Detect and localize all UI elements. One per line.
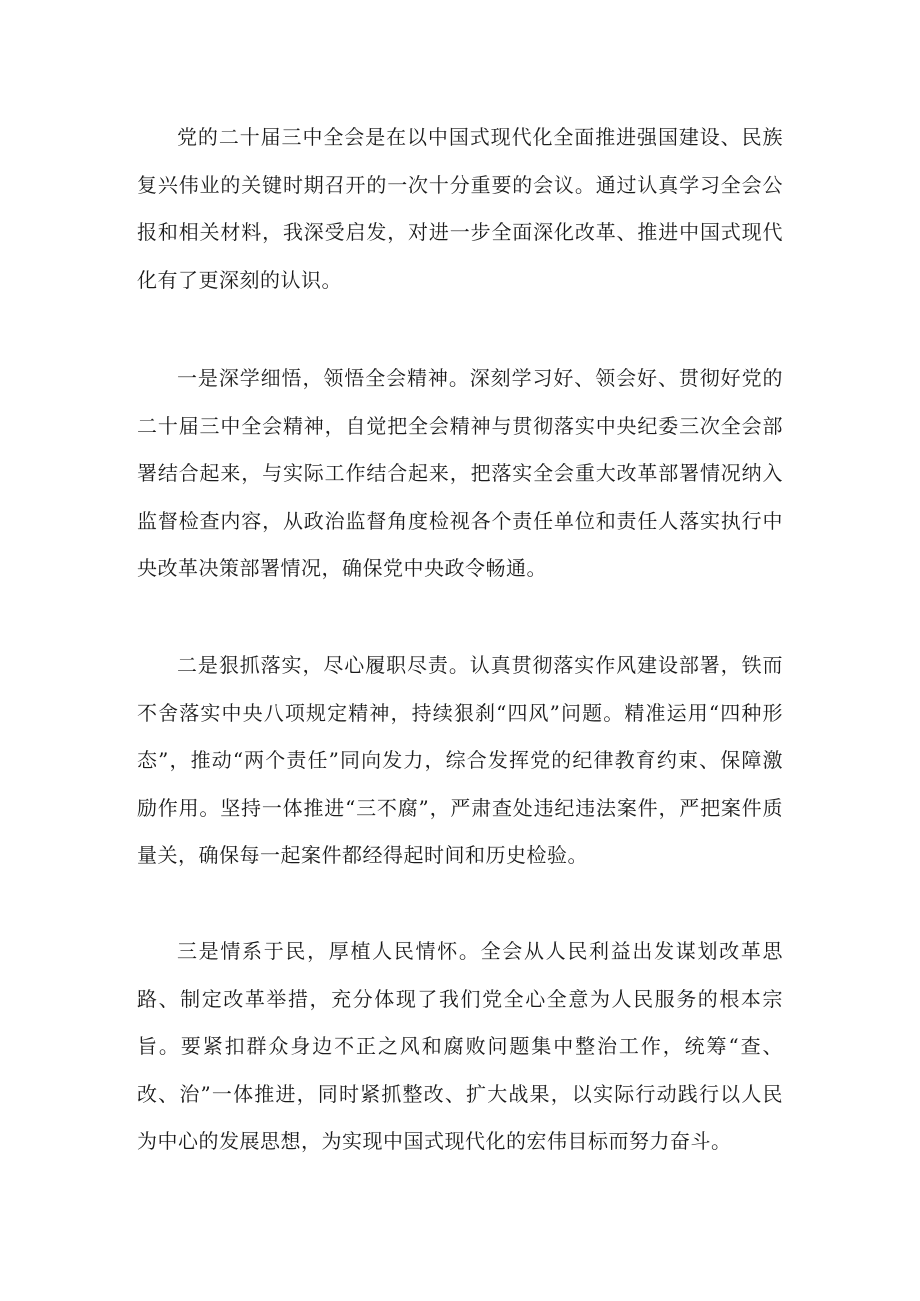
paragraph-intro: 党的二十届三中全会是在以中国式现代化全面推进强国建设、民族复兴伟业的关键时期召开的一次十分重要的会议。通过认真学习全会公报和相关材料，我深受启发，对进一步全面深化改革、推进中国式现代化有了更深刻的认识。 (137, 125, 783, 292)
paragraph-point-three: 三是情系于民，厚植人民情怀。全会从人民利益出发谋划改革思路、制定改革举措，充分体现了我们党全心全意为人民服务的根本宗旨。要紧扣群众身边不正之风和腐败问题集中整治工作，统筹“查、改、治”一体推进，同时紧抓整改、扩大战果，以实际行动践行以人民为中心的发展思想，为实现中国式现代化的宏伟目标而努力奋斗。 (137, 939, 783, 1153)
paragraph-point-two: 二是狠抓落实，尽心履职尽责。认真贯彻落实作风建设部署，铁而不舍落实中央八项规定精神，持续狠刹“四风”问题。精准运用“四种形态”，推动“两个责任”同向发力，综合发挥党的纪律教育约束、保障激励作用。坚持一体推进“三不腐”，严肃查处违纪违法案件，严把案件质量关，确保每一起案件都经得起时间和历史检验。 (137, 653, 783, 867)
paragraph-point-one: 一是深学细悟，领悟全会精神。深刻学习好、领会好、贯彻好党的二十届三中全会精神，自觉把全会精神与贯彻落实中央纪委三次全会部署结合起来，与实际工作结合起来，把落实全会重大改革部署情况纳入监督检查内容，从政治监督角度检视各个责任单位和责任人落实执行中央改革决策部署情况，确保党中央政令畅通。 (137, 366, 783, 580)
